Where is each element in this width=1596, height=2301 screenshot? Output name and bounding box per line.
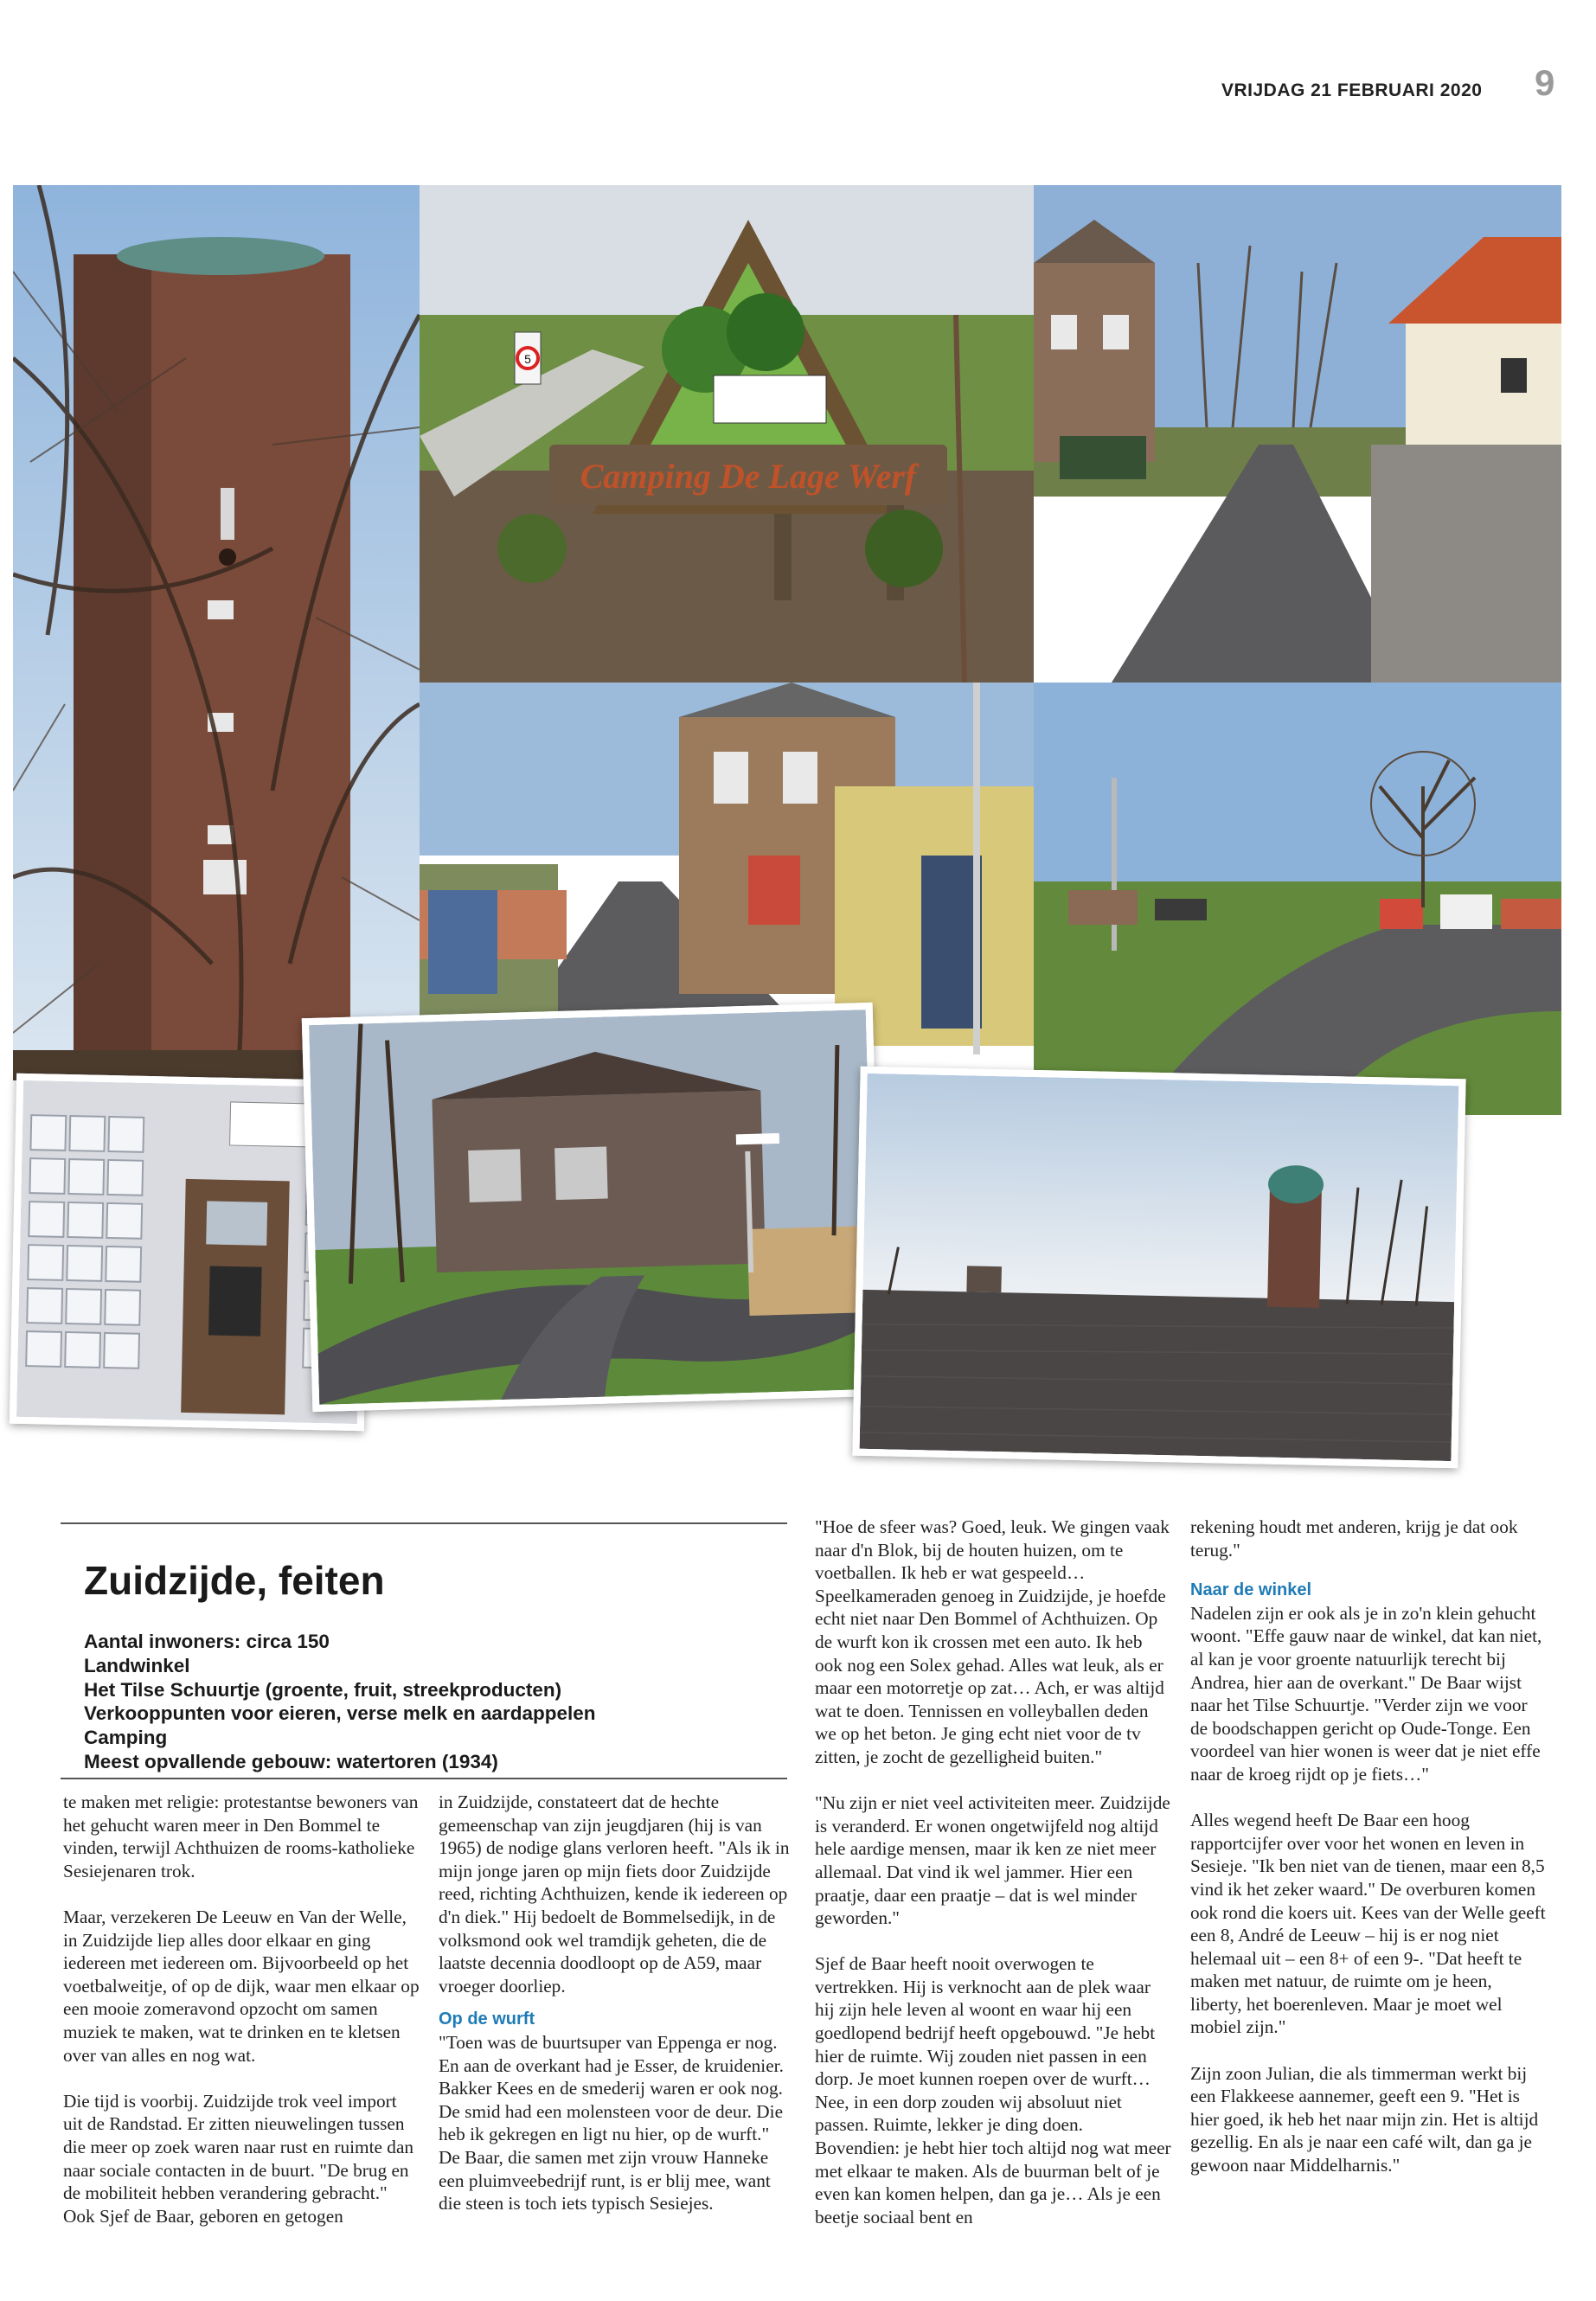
article-column-3 xyxy=(815,1516,1171,2228)
paragraph: rekening houdt met anderen, krijg je dat ook terug." xyxy=(1190,1516,1518,1561)
paragraph: in Zuidzijde, constateert dat de hechte gemeenschap van zijn jeugdjaren (hij is van 1965) de nodige glans verloren heeft. "Als ik in mijn jonge jaren op mijn fiets door Zuidzijde reed, richting Achthuizen, kende ik iedereen op d'n diek." Hij bedoelt de Bommelsedijk, in de volksmond ook wel tramdijk geheten, die de laatste decennia doodloopt op de A59, maar vroeger doorliep. xyxy=(439,1791,790,1997)
factbox-list xyxy=(84,1630,595,1774)
paragraph: Nadelen zijn er ook als je in zo'n klein gehucht woont. "Effe gauw naar de winkel, dat kan niet, al kan je voor groente natuurlijk terecht bij Andrea, hier aan de overkant." De Baar wijst naar het Tilse Schuurtje. "Verder zijn we voor de boodschappen gericht op Oude-Tonge. Een voordeel van hier wonen is weer dat je niet effe naar de kroeg rijdt op je fiets…" xyxy=(1190,1602,1542,1785)
factbox-item: Verkooppunten voor eieren, verse melk en aardappelen xyxy=(84,1702,596,1725)
factbox-bottom-rule xyxy=(61,1778,787,1779)
photo-water-tower xyxy=(13,185,420,1080)
article-column-2 xyxy=(439,1791,795,2215)
factbox-item: Camping xyxy=(84,1727,168,1749)
photo-street-red-house xyxy=(1034,185,1561,683)
issue-date: VRIJDAG 21 FEBRUARI 2020 xyxy=(1221,80,1483,100)
subheading-op-de-wurft: Op de wurft xyxy=(439,2009,535,2029)
page-number: 9 xyxy=(1535,62,1555,103)
subheading-naar-de-winkel: Naar de winkel xyxy=(1190,1580,1312,1600)
paragraph: Sjef de Baar heeft nooit overwogen te vertrekken. Hij is verknocht aan de plek waar hij zijn hele leven al woont en waar hij een goedlopend bedrijf heeft opgebouwd. "Je hebt hier de ruimte. Wij zouden niet passen in een dorp. Je moet kunnen roepen over de wurft… Nee, in een dorp zouden wij absoluut niet passen. Ruimte, lekker je ding doen. Bovendien: je hebt hier toch altijd nog wat meer met elkaar te maken. Als de buurman belt of je even kan komen helpen, dan ga je… Als je een beetje sociaal bent en xyxy=(815,1953,1171,2227)
paragraph: "Nu zijn er niet veel activiteiten meer. Zuidzijde is veranderd. Er wonen ongetwijfeld nog altijd hele aardige mensen, maar ik ken ze niet meer allemaal. Dat vind ik wel jammer. Hier een praatje, daar een praatje – dat is wel minder geworden." xyxy=(815,1792,1170,1929)
factbox-item: Meest opvallende gebouw: watertoren (1934) xyxy=(84,1750,498,1772)
article-column-4 xyxy=(1190,1516,1547,2177)
camping-sign-text: Camping De Lage Werf xyxy=(580,457,917,496)
factbox-item: Aantal inwoners: circa 150 xyxy=(84,1631,330,1652)
paragraph: te maken met religie: protestantse bewoners van het gehucht waren meer in Den Bommel te vinden, terwijl Achthuizen de rooms-katholieke Sesiejenaren trok. xyxy=(63,1791,419,1881)
paragraph: Zijn zoon Julian, die als timmerman werkt bij een Flakkeese aannemer, geeft een 9. "Het is hier goed, ik heb het naar mijn zin. Het is altijd gezellig. En als je naar een café wilt, dan ga je gewoon naar Middelharnis." xyxy=(1190,2062,1539,2176)
photo-road-houses xyxy=(1034,683,1561,1115)
article-column-1 xyxy=(63,1791,420,2227)
paragraph: "Hoe de sfeer was? Goed, leuk. We gingen vaak naar d'n Blok, bij de houten huizen, om te voetballen. Ik heb er wat gespeeld… Speelkameraden genoeg in Zuidzijde, je hoefde echt niet naar Den Bommel of Achthuizen. Op de wurft kon ik crossen met een auto. Ik heb ook nog een Solex gehad. Alles wat leuk, als er maar een motorretje op zat… Ach, er was altijd wat te doen. Tennissen en volleyballen deden we op het beton. Je ging echt niet voor de tv zitten, je zocht de gezelligheid buiten." xyxy=(815,1516,1170,1767)
factbox-title: Zuidzijde, feiten xyxy=(84,1558,385,1603)
factbox-top-rule xyxy=(61,1522,787,1524)
paragraph: Alles wegend heeft De Baar een hoog rapportcijfer over voor het wonen en leven in Sesieje. "Ik ben niet van de tienen, maar een 8,5 vind ik het zeker waard." De overburen komen ook rond die koers uit. Kees van der Welle geeft een 8, André de Leeuw – hij is er nog niet helemaal uit – een 8+ of een 9-. "Dat heeft te maken met natuur, de ruimte om je heen, liberty, het boerenleven. Maar je moet wel mobiel zijn." xyxy=(1190,1810,1546,2038)
paragraph: Maar, verzekeren De Leeuw en Van der Welle, in Zuidzijde liep alles door elkaar en ging iedereen met iedereen om. Bijvoorbeeld op het voetbalweitje, of op de dijk, waar men elkaar op een mooie zomeravond opzocht om samen muziek te maken, wat te drinken en te kletsen over van alles en nog wat. xyxy=(63,1906,420,2066)
speed-sign-text: 5 xyxy=(524,352,531,366)
paragraph: Ook Sjef de Baar, geboren en getogen xyxy=(63,2205,343,2227)
photo-camping-sign xyxy=(420,185,1034,683)
photo-field-water-tower xyxy=(852,1067,1465,1469)
photo-crossroads xyxy=(302,1003,883,1412)
paragraph: Die tijd is voorbij. Zuidzijde trok veel import uit de Randstad. Er zitten nieuwelingen tussen die meer op zoek waren naar rust en ruimte dan naar sociale contacten in de buurt. "De brug en de mobiliteit hebben verandering gebracht." xyxy=(63,2090,414,2204)
photo-village-street xyxy=(420,683,1034,1054)
paragraph: "Toen was de buurtsuper van Eppenga er nog. En aan de overkant had je Esser, de kruidenier. Bakker Kees en de smederij waren er ook nog. De smid had een molensteen voor de deur. Die heb ik gekregen en ligt nu hier, op de wurft." De Baar, die samen met zijn vrouw Hanneke een pluimveebedrijf runt, is er blij mee, want die steen is toch iets typisch Sesiejes. xyxy=(439,2031,784,2214)
factbox-item: Het Tilse Schuurtje (groente, fruit, streekproducten) xyxy=(84,1678,562,1701)
factbox-item: Landwinkel xyxy=(84,1654,190,1676)
